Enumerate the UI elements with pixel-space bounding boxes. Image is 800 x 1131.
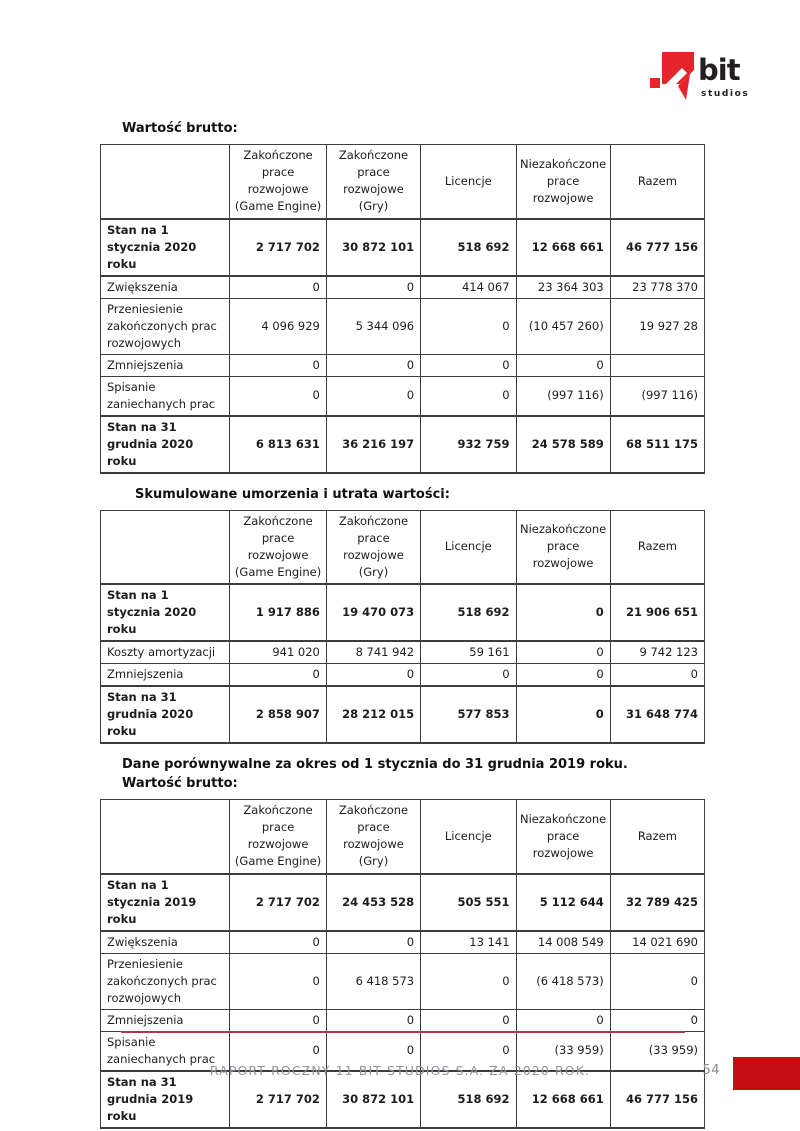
cell-value: 0	[421, 1031, 516, 1071]
cell-value: (10 457 260)	[516, 298, 610, 354]
cell-value: 0	[326, 1009, 420, 1031]
cell-value: 12 668 661	[516, 219, 610, 276]
logo-text-bit: bit	[698, 53, 740, 87]
table-row	[101, 1009, 705, 1031]
table-row	[101, 376, 705, 416]
cell-value: 31 648 774	[610, 686, 704, 743]
column-header: Razem	[610, 800, 704, 874]
cell-value: 0	[421, 953, 516, 1009]
cell-value: 14 021 690	[610, 931, 704, 954]
column-header: Licencje	[421, 800, 516, 874]
cell-value: 19 470 073	[326, 584, 420, 641]
table-header-row	[101, 510, 705, 584]
cell-value: 0	[230, 276, 327, 299]
table-row	[101, 276, 705, 299]
cell-value: 505 551	[421, 874, 516, 931]
logo-text-studios: studios	[701, 89, 750, 99]
table-header-row	[101, 800, 705, 874]
cell-value: 0	[230, 664, 327, 687]
cell-value: 6 813 631	[230, 416, 327, 473]
cell-value: 2 717 702	[230, 874, 327, 931]
cell-value: 30 872 101	[326, 1071, 420, 1128]
table-row	[101, 953, 705, 1009]
cell-value: 0	[230, 376, 327, 416]
cell-value: 12 668 661	[516, 1071, 610, 1128]
cell-value: 0	[326, 376, 420, 416]
cell-value: 0	[516, 641, 610, 664]
cell-value: 0	[230, 953, 327, 1009]
cell-value: 0	[421, 664, 516, 687]
column-header	[101, 800, 230, 874]
cell-value: 518 692	[421, 1071, 516, 1128]
cell-value: 414 067	[421, 276, 516, 299]
cell-value: 1 917 886	[230, 584, 327, 641]
row-label: Spisanie zaniechanych prac	[101, 1031, 230, 1071]
cell-value: 23 364 303	[516, 276, 610, 299]
page-content	[100, 121, 705, 1131]
table-row	[101, 931, 705, 954]
row-label: Przeniesienie zakończonych prac rozwojowych	[101, 298, 230, 354]
company-logo	[648, 46, 762, 108]
cell-value: 0	[230, 1031, 327, 1071]
cell-value: 5 344 096	[326, 298, 420, 354]
page-number-red-box	[733, 1057, 800, 1090]
row-label: Zmniejszenia	[101, 354, 230, 376]
cell-value: 0	[421, 1009, 516, 1031]
cell-value: 2 717 702	[230, 219, 327, 276]
cell-value: 0	[610, 953, 704, 1009]
cell-value: 0	[230, 1009, 327, 1031]
cell-value: 6 418 573	[326, 953, 420, 1009]
column-header: Niezakończone prace rozwojowe	[516, 145, 610, 219]
cell-value: 68 511 175	[610, 416, 704, 473]
cell-value: 518 692	[421, 584, 516, 641]
cell-value: 0	[516, 686, 610, 743]
column-header: Zakończone prace rozwojowe (Gry)	[326, 510, 420, 584]
cell-value: 14 008 549	[516, 931, 610, 954]
column-header: Zakończone prace rozwojowe (Game Engine)	[230, 510, 327, 584]
row-label: Spisanie zaniechanych prac	[101, 376, 230, 416]
row-label: Stan na 1 stycznia 2020 roku	[101, 219, 230, 276]
table-row	[101, 1071, 705, 1128]
accumulated-amortization-table	[100, 510, 705, 745]
cell-value: 59 161	[421, 641, 516, 664]
cell-value: 13 141	[421, 931, 516, 954]
table-header-row	[101, 145, 705, 219]
cell-value: 23 778 370	[610, 276, 704, 299]
cell-value: 30 872 101	[326, 219, 420, 276]
heading-gross-value-2019: Wartość brutto:	[122, 776, 238, 791]
cell-value: 0	[326, 354, 420, 376]
cell-value: 32 789 425	[610, 874, 704, 931]
cell-value: 0	[516, 664, 610, 687]
cell-value: 0	[326, 276, 420, 299]
table-row	[101, 219, 705, 276]
row-label: Stan na 1 stycznia 2019 roku	[101, 874, 230, 931]
cell-value: 0	[610, 1009, 704, 1031]
footer-report-title: RAPORT ROCZNY 11 BIT STUDIOS S.A. ZA 2020 ROK.	[209, 1063, 591, 1078]
cell-value: 0	[230, 354, 327, 376]
column-header	[101, 145, 230, 219]
column-header: Zakończone prace rozwojowe (Gry)	[326, 145, 420, 219]
cell-value: 21 906 651	[610, 584, 704, 641]
column-header: Niezakończone prace rozwojowe	[516, 510, 610, 584]
cell-value: 36 216 197	[326, 416, 420, 473]
table-row	[101, 874, 705, 931]
cell-value: 9 742 123	[610, 641, 704, 664]
row-label: Zmniejszenia	[101, 664, 230, 687]
cell-value: 24 578 589	[516, 416, 610, 473]
row-label: Przeniesienie zakończonych prac rozwojowych	[101, 953, 230, 1009]
cell-value: 0	[610, 664, 704, 687]
cell-value: 0	[326, 1031, 420, 1071]
cell-value: 8 741 942	[326, 641, 420, 664]
gross-value-2019-table-container	[100, 799, 705, 1129]
row-label: Zmniejszenia	[101, 1009, 230, 1031]
cell-value: 2 858 907	[230, 686, 327, 743]
cell-value: 941 020	[230, 641, 327, 664]
cell-value: (997 116)	[516, 376, 610, 416]
column-header	[101, 510, 230, 584]
cell-value: 0	[326, 931, 420, 954]
cell-value: 19 927 28	[610, 298, 704, 354]
cell-value: 24 453 528	[326, 874, 420, 931]
page-number: 54	[702, 1063, 720, 1078]
cell-value: 0	[421, 354, 516, 376]
cell-value: 4 096 929	[230, 298, 327, 354]
column-header: Zakończone prace rozwojowe (Game Engine)	[230, 800, 327, 874]
row-label: Koszty amortyzacji	[101, 641, 230, 664]
row-label: Stan na 31 grudnia 2019 roku	[101, 1071, 230, 1128]
row-label: Zwiększenia	[101, 931, 230, 954]
row-label: Stan na 31 grudnia 2020 roku	[101, 686, 230, 743]
heading-accumulated-amortization: Skumulowane umorzenia i utrata wartości:	[135, 486, 450, 502]
cell-value: 46 777 156	[610, 1071, 704, 1128]
table-row	[101, 298, 705, 354]
cell-value: 518 692	[421, 219, 516, 276]
row-label: Zwiększenia	[101, 276, 230, 299]
table-row	[101, 664, 705, 687]
gross-value-2020-table	[100, 144, 705, 474]
cell-value: (33 959)	[610, 1031, 704, 1071]
column-header: Zakończone prace rozwojowe (Gry)	[326, 800, 420, 874]
table-row	[101, 354, 705, 376]
cell-value: 0	[230, 931, 327, 954]
table-row	[101, 416, 705, 473]
cell-value: 46 777 156	[610, 219, 704, 276]
accumulated-amortization-table-container	[100, 510, 705, 745]
column-header: Licencje	[421, 510, 516, 584]
column-header: Zakończone prace rozwojowe (Game Engine)	[230, 145, 327, 219]
cell-value: 0	[516, 584, 610, 641]
table-row	[101, 584, 705, 641]
logo-11-mark-icon	[648, 46, 698, 108]
cell-value: (33 959)	[516, 1031, 610, 1071]
cell-value: 5 112 644	[516, 874, 610, 931]
cell-value: 28 212 015	[326, 686, 420, 743]
column-header: Licencje	[421, 145, 516, 219]
gross-value-2020-table-container	[100, 144, 705, 474]
cell-value: 0	[326, 664, 420, 687]
gross-value-2019-table	[100, 799, 705, 1129]
cell-value: (6 418 573)	[516, 953, 610, 1009]
cell-value: 932 759	[421, 416, 516, 473]
cell-value: 2 717 702	[230, 1071, 327, 1128]
heading-gross-value-2020: Wartość brutto:	[122, 121, 238, 136]
column-header: Razem	[610, 510, 704, 584]
column-header: Niezakończone prace rozwojowe	[516, 800, 610, 874]
cell-value: (997 116)	[610, 376, 704, 416]
cell-value: 0	[516, 354, 610, 376]
cell-value: 0	[421, 376, 516, 416]
cell-value: 577 853	[421, 686, 516, 743]
column-header: Razem	[610, 145, 704, 219]
heading-comparative-data: Dane porównywalne za okres od 1 stycznia do 31 grudnia 2019 roku.	[122, 757, 628, 772]
table-row	[101, 641, 705, 664]
row-label: Stan na 1 stycznia 2020 roku	[101, 584, 230, 641]
cell-value: 0	[516, 1009, 610, 1031]
cell-value: 0	[421, 298, 516, 354]
cell-value	[610, 354, 704, 376]
table-row	[101, 686, 705, 743]
row-label: Stan na 31 grudnia 2020 roku	[101, 416, 230, 473]
footer-divider-line	[121, 1031, 685, 1033]
